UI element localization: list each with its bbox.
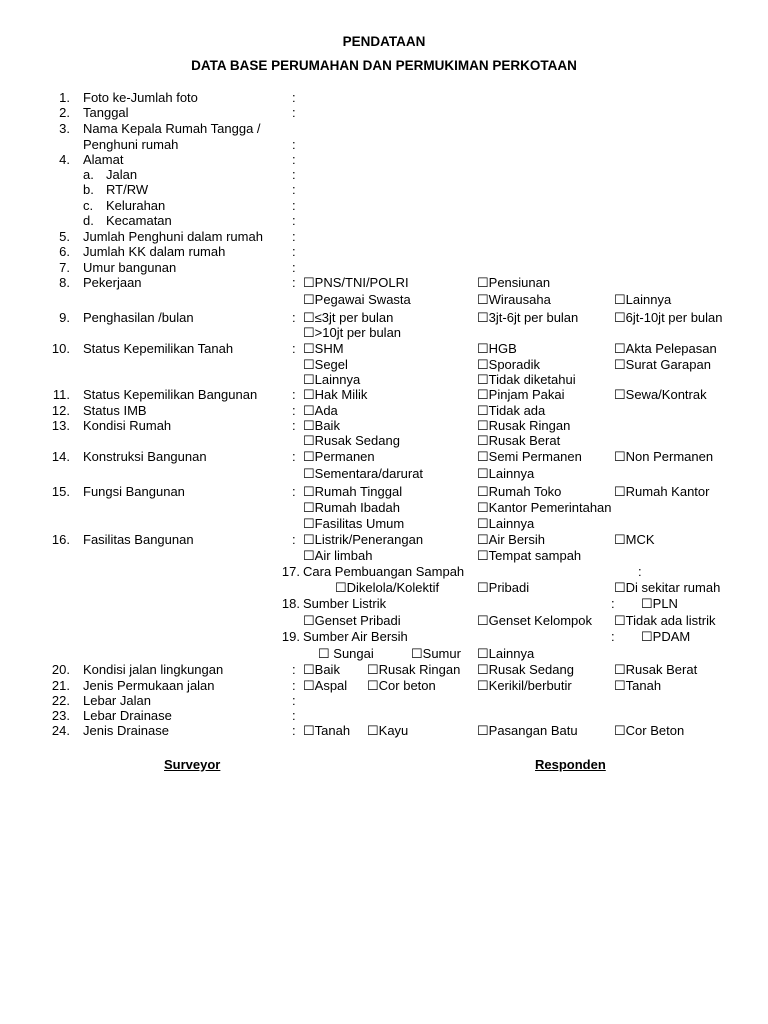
option-label: Cor beton — [378, 678, 436, 693]
option-label: Aspal — [314, 678, 348, 693]
field-label: Alamat — [83, 152, 124, 167]
sub-field-letter: c. — [83, 198, 94, 213]
field-label: Jenis Permukaan jalan — [83, 678, 215, 693]
option-label: Rusak Ringan — [378, 662, 461, 677]
option-label: Rumah Toko — [488, 484, 562, 499]
option-13-2[interactable] — [477, 310, 578, 326]
field-label: Nama Kepala Rumah Tangga / — [83, 121, 261, 136]
option-14-8[interactable] — [477, 372, 576, 388]
option-label: Lainnya — [488, 466, 535, 481]
option-label: Lainnya — [625, 292, 672, 307]
option-18-4[interactable] — [303, 466, 423, 482]
field-number: 19. — [281, 629, 300, 644]
option-22-4[interactable] — [614, 613, 715, 629]
field-label: Status Kepemilikan Bangunan — [83, 387, 258, 402]
option-12-5[interactable] — [614, 292, 671, 308]
checkbox-icon[interactable]: ☐ — [614, 387, 626, 402]
checkbox-icon[interactable]: ☐ — [318, 646, 330, 661]
checkbox-icon[interactable]: ☐ — [614, 292, 626, 307]
option-28-2[interactable] — [367, 723, 408, 739]
option-label: Kantor Pemerintahan — [488, 500, 612, 515]
option-label: Tidak ada — [488, 403, 546, 418]
checkbox-icon[interactable]: ☐ — [303, 372, 315, 387]
option-16-2[interactable] — [477, 403, 545, 419]
option-13-1[interactable] — [303, 310, 393, 326]
checkbox-icon[interactable]: ☐ — [303, 449, 315, 464]
checkbox-icon[interactable]: ☐ — [367, 723, 379, 738]
checkbox-icon[interactable]: ☐ — [303, 433, 315, 448]
checkbox-icon[interactable]: ☐ — [477, 580, 489, 595]
checkbox-icon[interactable]: ☐ — [303, 723, 315, 738]
checkbox-icon[interactable]: ☐ — [614, 310, 626, 325]
checkbox-icon[interactable]: ☐ — [477, 449, 489, 464]
option-23-3[interactable] — [411, 646, 461, 662]
field-number: 22. — [51, 693, 70, 708]
option-20-3[interactable] — [614, 532, 655, 548]
field-label: Jenis Drainase — [83, 723, 169, 738]
option-label: PLN — [652, 596, 678, 611]
option-14-3[interactable] — [614, 341, 717, 357]
checkbox-icon[interactable]: ☐ — [614, 341, 626, 356]
field-colon: : — [292, 418, 296, 433]
field-label: Status IMB — [83, 403, 147, 418]
field-colon: : — [292, 310, 296, 325]
field-label: Fasilitas Bangunan — [83, 532, 194, 547]
checkbox-icon[interactable]: ☐ — [303, 357, 315, 372]
checkbox-icon[interactable]: ☐ — [303, 548, 315, 563]
option-19-3[interactable] — [614, 484, 709, 500]
option-label: Permanen — [314, 449, 375, 464]
checkbox-icon[interactable]: ☐ — [303, 310, 315, 325]
field-colon: : — [292, 260, 296, 275]
option-19-1[interactable] — [303, 484, 402, 500]
checkbox-icon[interactable]: ☐ — [303, 292, 315, 307]
field-colon: : — [611, 596, 615, 611]
checkbox-icon[interactable]: ☐ — [411, 646, 423, 661]
option-14-4[interactable] — [303, 357, 348, 373]
field-colon: : — [292, 387, 296, 402]
option-label: Sungai — [329, 646, 374, 661]
option-label: Rusak Berat — [625, 662, 698, 677]
field-number: 14. — [51, 449, 70, 464]
checkbox-icon[interactable]: ☐ — [303, 387, 315, 402]
responden-signature-label: Responden — [535, 757, 606, 772]
field-colon: : — [292, 723, 296, 738]
option-label: Rumah Tinggal — [314, 484, 403, 499]
checkbox-icon[interactable]: ☐ — [477, 372, 489, 387]
field-colon: : — [292, 341, 296, 356]
option-label: Lainnya — [314, 372, 361, 387]
option-12-2[interactable] — [477, 275, 550, 291]
option-label: Listrik/Penerangan — [314, 532, 424, 547]
sub-field-label: Kelurahan — [106, 198, 166, 213]
option-19-5[interactable] — [477, 500, 612, 516]
field-colon: : — [638, 564, 642, 579]
field-number: 16. — [51, 532, 70, 547]
field-number: 23. — [51, 708, 70, 723]
option-label: Ada — [314, 403, 338, 418]
option-21-3[interactable] — [614, 580, 720, 596]
option-label: ≤3jt per bulan — [314, 310, 394, 325]
field-colon: : — [292, 693, 296, 708]
checkbox-icon[interactable]: ☐ — [477, 275, 489, 290]
checkbox-icon[interactable]: ☐ — [477, 662, 489, 677]
field-label: Status Kepemilikan Tanah — [83, 341, 234, 356]
field-label: Sumber Air Bersih — [303, 629, 408, 644]
field-colon: : — [292, 449, 296, 464]
option-14-6[interactable] — [614, 357, 711, 373]
checkbox-icon[interactable]: ☐ — [477, 548, 489, 563]
field-number: 7. — [59, 260, 70, 275]
option-label: Kayu — [378, 723, 409, 738]
field-number: 9. — [59, 310, 70, 325]
field-number: 3. — [59, 121, 70, 136]
sub-field-letter: a. — [83, 167, 94, 182]
option-label: Lainnya — [488, 516, 535, 531]
field-number: 4. — [59, 152, 70, 167]
checkbox-icon[interactable]: ☐ — [303, 466, 315, 481]
option-label: Sementara/darurat — [314, 466, 424, 481]
option-label: Pensiunan — [488, 275, 551, 290]
checkbox-icon[interactable]: ☐ — [614, 449, 626, 464]
option-label: Rumah Ibadah — [314, 500, 400, 515]
option-15-3[interactable] — [614, 387, 707, 403]
field-number: 21. — [51, 678, 70, 693]
field-label: Penghasilan /bulan — [83, 310, 194, 325]
field-number: 1. — [59, 90, 70, 105]
checkbox-icon[interactable]: ☐ — [614, 580, 626, 595]
field-label: Kondisi jalan lingkungan — [83, 662, 224, 677]
field-colon: : — [292, 137, 296, 152]
option-label: Pegawai Swasta — [314, 292, 411, 307]
option-label: Tanah — [625, 678, 662, 693]
option-label: Segel — [314, 357, 348, 372]
option-24-1[interactable] — [303, 662, 340, 678]
sub-field-label: Jalan — [106, 167, 138, 182]
option-label: Genset Pribadi — [314, 613, 401, 628]
option-14-2[interactable] — [477, 341, 517, 357]
option-25-1[interactable] — [303, 678, 347, 694]
checkbox-icon[interactable]: ☐ — [367, 662, 379, 677]
option-22-1[interactable] — [641, 596, 678, 612]
checkbox-icon[interactable]: ☐ — [614, 678, 626, 693]
option-label: Pinjam Pakai — [488, 387, 565, 402]
option-label: Dikelola/Kolektif — [346, 580, 440, 595]
option-label: Tidak diketahui — [488, 372, 576, 387]
option-label: 3jt-6jt per bulan — [488, 310, 579, 325]
field-number: 15. — [51, 484, 70, 499]
checkbox-icon[interactable]: ☐ — [477, 532, 489, 547]
field-label: Jumlah KK dalam rumah — [83, 244, 226, 259]
option-label: Rusak Berat — [488, 433, 561, 448]
field-number: 6. — [59, 244, 70, 259]
option-17-1[interactable] — [303, 418, 340, 434]
field-number: 20. — [51, 662, 70, 677]
checkbox-icon[interactable]: ☐ — [477, 678, 489, 693]
field-number: 18. — [281, 596, 300, 611]
option-23-2[interactable] — [318, 646, 374, 662]
checkbox-icon[interactable]: ☐ — [641, 596, 653, 611]
sub-field-letter: d. — [83, 213, 94, 228]
option-20-2[interactable] — [477, 532, 545, 548]
field-colon: : — [292, 90, 296, 105]
option-label: PDAM — [652, 629, 691, 644]
option-25-4[interactable] — [614, 678, 661, 694]
field-label: Pekerjaan — [83, 275, 142, 290]
field-colon: : — [292, 484, 296, 499]
option-19-7[interactable] — [477, 516, 534, 532]
option-12-1[interactable] — [303, 275, 409, 291]
field-label: Foto ke-Jumlah foto — [83, 90, 198, 105]
field-number: 10. — [51, 341, 70, 356]
option-20-5[interactable] — [477, 548, 581, 564]
field-colon: : — [292, 708, 296, 723]
checkbox-icon[interactable]: ☐ — [614, 613, 626, 628]
option-21-1[interactable] — [335, 580, 439, 596]
option-12-4[interactable] — [477, 292, 551, 308]
option-13-3[interactable] — [614, 310, 723, 326]
page-subtitle: DATA BASE PERUMAHAN DAN PERMUKIMAN PERKOTAAN — [191, 58, 577, 73]
field-number: 24. — [51, 723, 70, 738]
field-colon: : — [292, 167, 296, 182]
field-number: 17. — [281, 564, 300, 579]
page-title: PENDATAAN — [342, 34, 426, 49]
checkbox-icon[interactable]: ☐ — [303, 403, 315, 418]
option-label: Sumur — [422, 646, 461, 661]
option-14-7[interactable] — [303, 372, 360, 388]
option-label: Air Bersih — [488, 532, 546, 547]
option-19-2[interactable] — [477, 484, 561, 500]
field-colon: : — [292, 244, 296, 259]
field-colon: : — [292, 662, 296, 677]
option-label: Air limbah — [314, 548, 373, 563]
option-18-3[interactable] — [614, 449, 713, 465]
checkbox-icon[interactable]: ☐ — [303, 418, 315, 433]
field-colon: : — [292, 678, 296, 693]
field-number: 11. — [52, 387, 70, 402]
checkbox-icon[interactable]: ☐ — [303, 484, 315, 499]
field-number: 13. — [51, 418, 70, 433]
checkbox-icon[interactable]: ☐ — [303, 275, 315, 290]
option-label: SHM — [314, 341, 344, 356]
option-label: 6jt-10jt per bulan — [625, 310, 723, 325]
option-19-4[interactable] — [303, 500, 400, 516]
option-17-4[interactable] — [477, 433, 560, 449]
option-24-2[interactable] — [367, 662, 460, 678]
checkbox-icon[interactable]: ☐ — [641, 629, 653, 644]
checkbox-icon[interactable]: ☐ — [477, 433, 489, 448]
option-24-4[interactable] — [614, 662, 697, 678]
option-label: Rumah Kantor — [625, 484, 710, 499]
option-label: Lainnya — [488, 646, 535, 661]
checkbox-icon[interactable]: ☐ — [614, 357, 626, 372]
option-label: Tanah — [314, 723, 351, 738]
checkbox-icon[interactable]: ☐ — [303, 516, 315, 531]
option-25-3[interactable] — [477, 678, 572, 694]
checkbox-icon[interactable]: ☐ — [477, 310, 489, 325]
field-label: Cara Pembuangan Sampah — [303, 564, 465, 579]
checkbox-icon[interactable]: ☐ — [477, 484, 489, 499]
field-colon: : — [292, 229, 296, 244]
field-colon: : — [292, 275, 296, 290]
field-label: Lebar Jalan — [83, 693, 151, 708]
option-23-4[interactable] — [477, 646, 534, 662]
option-28-1[interactable] — [303, 723, 350, 739]
option-18-5[interactable] — [477, 466, 534, 482]
option-label: PNS/TNI/POLRI — [314, 275, 409, 290]
option-22-3[interactable] — [477, 613, 592, 629]
option-label: Fasilitas Umum — [314, 516, 405, 531]
field-colon: : — [292, 532, 296, 547]
checkbox-icon[interactable]: ☐ — [614, 662, 626, 677]
option-label: Pasangan Batu — [488, 723, 578, 738]
option-label: Sewa/Kontrak — [625, 387, 707, 402]
option-14-5[interactable] — [477, 357, 540, 373]
option-25-2[interactable] — [367, 678, 436, 694]
field-label-continued: Penghuni rumah — [83, 137, 179, 152]
option-21-2[interactable] — [477, 580, 529, 596]
checkbox-icon[interactable]: ☐ — [477, 418, 489, 433]
checkbox-icon[interactable]: ☐ — [303, 613, 315, 628]
option-20-4[interactable] — [303, 548, 372, 564]
option-label: Rusak Sedang — [488, 662, 574, 677]
option-label: >10jt per bulan — [314, 325, 402, 340]
option-17-2[interactable] — [477, 418, 570, 434]
checkbox-icon[interactable]: ☐ — [477, 516, 489, 531]
field-label: Jumlah Penghuni dalam rumah — [83, 229, 263, 244]
checkbox-icon[interactable]: ☐ — [477, 723, 489, 738]
field-number: 5. — [59, 229, 70, 244]
checkbox-icon[interactable]: ☐ — [477, 387, 489, 402]
checkbox-icon[interactable]: ☐ — [477, 500, 489, 515]
checkbox-icon[interactable]: ☐ — [303, 678, 315, 693]
option-20-1[interactable] — [303, 532, 423, 548]
checkbox-icon[interactable]: ☐ — [303, 500, 315, 515]
option-label: Hak Milik — [314, 387, 368, 402]
field-label: Lebar Drainase — [83, 708, 172, 723]
option-label: MCK — [625, 532, 655, 547]
option-24-3[interactable] — [477, 662, 574, 678]
option-22-2[interactable] — [303, 613, 401, 629]
checkbox-icon[interactable]: ☐ — [477, 403, 489, 418]
option-label: Sporadik — [488, 357, 540, 372]
field-label: Kondisi Rumah — [83, 418, 172, 433]
field-colon: : — [292, 403, 296, 418]
option-28-4[interactable] — [614, 723, 684, 739]
option-19-6[interactable] — [303, 516, 404, 532]
option-18-2[interactable] — [477, 449, 582, 465]
field-number: 12. — [51, 403, 70, 418]
option-label: Non Permanen — [625, 449, 714, 464]
option-label: Tempat sampah — [488, 548, 582, 563]
option-label: Di sekitar rumah — [625, 580, 721, 595]
option-label: Genset Kelompok — [488, 613, 592, 628]
checkbox-icon[interactable]: ☐ — [477, 292, 489, 307]
field-number: 8. — [59, 275, 70, 290]
surveyor-signature-label: Surveyor — [164, 757, 221, 772]
checkbox-icon[interactable]: ☐ — [367, 678, 379, 693]
option-label: Baik — [314, 418, 340, 433]
checkbox-icon[interactable]: ☐ — [303, 662, 315, 677]
option-15-1[interactable] — [303, 387, 367, 403]
option-label: Wirausaha — [488, 292, 551, 307]
option-label: Akta Pelepasan — [625, 341, 717, 356]
option-17-3[interactable] — [303, 433, 400, 449]
field-colon: : — [292, 152, 296, 167]
option-15-2[interactable] — [477, 387, 565, 403]
checkbox-icon[interactable]: ☐ — [477, 341, 489, 356]
checkbox-icon[interactable]: ☐ — [477, 466, 489, 481]
option-18-1[interactable] — [303, 449, 375, 465]
sub-field-letter: b. — [83, 182, 94, 197]
option-label: Cor Beton — [625, 723, 685, 738]
option-12-3[interactable] — [303, 292, 411, 308]
field-label: Sumber Listrik — [303, 596, 387, 611]
sub-field-label: Kecamatan — [106, 213, 172, 228]
option-13-4[interactable] — [303, 325, 401, 341]
field-colon: : — [292, 198, 296, 213]
checkbox-icon[interactable]: ☐ — [477, 646, 489, 661]
field-colon: : — [292, 182, 296, 197]
checkbox-icon[interactable]: ☐ — [303, 532, 315, 547]
checkbox-icon[interactable]: ☐ — [614, 532, 626, 547]
option-label: Kerikil/berbutir — [488, 678, 572, 693]
field-colon: : — [292, 213, 296, 228]
option-label: Rusak Sedang — [314, 433, 400, 448]
option-label: Baik — [314, 662, 340, 677]
option-label: Tidak ada listrik — [625, 613, 716, 628]
option-label: Surat Garapan — [625, 357, 711, 372]
field-label: Fungsi Bangunan — [83, 484, 185, 499]
field-label: Konstruksi Bangunan — [83, 449, 207, 464]
checkbox-icon[interactable]: ☐ — [303, 325, 315, 340]
field-label: Tanggal — [83, 105, 129, 120]
field-label: Umur bangunan — [83, 260, 177, 275]
option-14-1[interactable] — [303, 341, 344, 357]
checkbox-icon[interactable]: ☐ — [614, 484, 626, 499]
option-28-3[interactable] — [477, 723, 578, 739]
option-16-1[interactable] — [303, 403, 338, 419]
option-23-1[interactable] — [641, 629, 690, 645]
checkbox-icon[interactable]: ☐ — [477, 613, 489, 628]
option-label: Rusak Ringan — [488, 418, 571, 433]
checkbox-icon[interactable]: ☐ — [303, 341, 315, 356]
option-label: Semi Permanen — [488, 449, 582, 464]
field-colon: : — [292, 105, 296, 120]
checkbox-icon[interactable]: ☐ — [335, 580, 347, 595]
checkbox-icon[interactable]: ☐ — [614, 723, 626, 738]
field-number: 2. — [59, 105, 70, 120]
field-colon: : — [611, 629, 615, 644]
checkbox-icon[interactable]: ☐ — [477, 357, 489, 372]
sub-field-label: RT/RW — [106, 182, 149, 197]
option-label: Pribadi — [488, 580, 530, 595]
option-label: HGB — [488, 341, 517, 356]
